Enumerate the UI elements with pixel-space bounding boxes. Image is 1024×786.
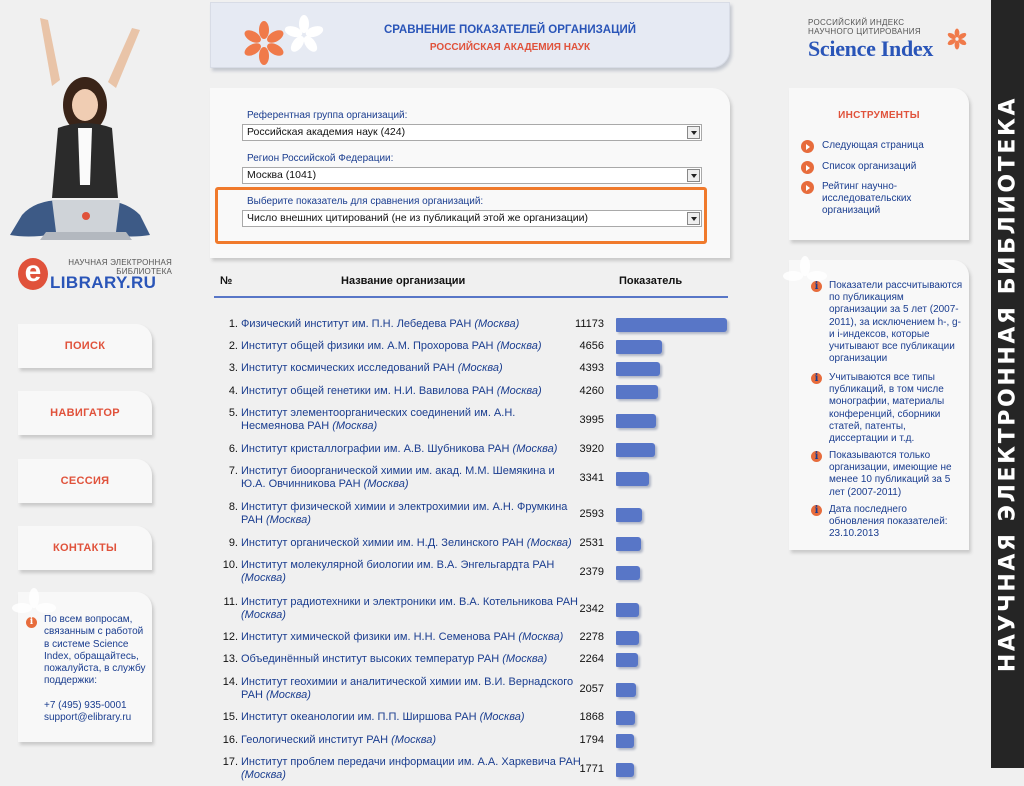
table-row <box>214 537 728 553</box>
tool-next-page[interactable] <box>801 140 961 153</box>
column-organization-name: Название организации <box>341 275 466 287</box>
table-row <box>214 734 728 750</box>
arrow-right-icon <box>801 140 814 153</box>
table-row <box>214 676 728 706</box>
organization-name-link[interactable] <box>241 501 581 527</box>
organization-city: (Москва) <box>241 769 286 781</box>
nav-contacts-button[interactable]: КОНТАКТЫ <box>18 526 152 570</box>
organization-city: (Москва) <box>496 340 542 352</box>
row-number: 6. <box>228 443 238 455</box>
indicator-value: 4260 <box>579 385 604 397</box>
organization-city: (Москва) <box>479 711 525 723</box>
row-number: 16. <box>222 734 238 746</box>
row-number: 3. <box>228 362 238 374</box>
organization-name-link[interactable] <box>241 340 581 353</box>
organization-city: (Москва) <box>457 362 503 374</box>
science-index-logo[interactable] <box>808 18 978 68</box>
info-icon: i <box>811 373 822 384</box>
organization-name-link[interactable] <box>241 756 581 782</box>
indicator-value: 2264 <box>579 653 604 665</box>
science-index-line2: НАУЧНОГО ЦИТИРОВАНИЯ <box>808 27 921 36</box>
dropdown-arrow-icon[interactable] <box>687 169 700 182</box>
note-text: Показатели рассчитываются по публикациям организации за 5 лет (2007-2011), за исключением h-, g- и i-индексов, которые учитывают все публикации организации <box>829 280 963 365</box>
info-icon: i <box>26 615 37 628</box>
row-number: 12. <box>222 631 238 643</box>
indicator-value: 2379 <box>579 566 604 578</box>
organization-name-link[interactable] <box>241 407 581 433</box>
metric-select-value: Число внешних цитирований (не из публикаций этой же организации) <box>247 212 589 224</box>
organization-name: Институт физической химии и электрохимии им. А.Н. Фрумкина РАН <box>241 501 568 526</box>
organization-city: (Москва) <box>474 318 520 330</box>
table-row <box>214 318 728 334</box>
indicator-bar <box>616 362 660 376</box>
indicator-bar <box>616 443 655 457</box>
organization-name-link[interactable] <box>241 676 581 702</box>
page-subtitle: РОССИЙСКАЯ АКАДЕМИЯ НАУК <box>429 42 591 53</box>
organization-city: (Москва) <box>363 478 409 490</box>
vertical-banner <box>991 0 1024 768</box>
indicator-value: 11173 <box>575 318 604 330</box>
row-number: 11. <box>223 596 238 608</box>
info-icon: i <box>811 451 822 462</box>
table-row <box>214 711 728 727</box>
support-contact-box <box>18 592 152 742</box>
table-row <box>214 501 728 531</box>
organization-name-link[interactable] <box>241 711 581 724</box>
asterisk-icon <box>946 28 968 50</box>
support-text: По всем вопросам, связанным с работой в системе Science Index, обращайтесь, пожалуйста, в службу поддержки: <box>44 614 146 687</box>
indicator-value: 1794 <box>579 734 604 746</box>
note-text: Дата последнего обновления показателей: 23.10.2013 <box>829 504 948 540</box>
row-number: 10. <box>222 559 238 571</box>
organization-city: (Москва) <box>496 385 542 397</box>
table-row <box>214 385 728 401</box>
indicator-bar <box>616 566 640 580</box>
organization-name: Институт общей генетики им. Н.И. Вавилова РАН <box>241 385 494 397</box>
indicator-value: 2593 <box>579 508 604 520</box>
elibrary-logo-name: LIBRARY.RU <box>50 273 157 292</box>
table-row <box>214 559 728 589</box>
organization-city: (Москва) <box>241 609 286 621</box>
organization-city: (Москва) <box>391 734 437 746</box>
metric-label: Выберите показатель для сравнения организаций: <box>247 196 484 207</box>
support-phone: +7 (495) 935-0001 <box>44 699 127 711</box>
organization-city: (Москва) <box>332 420 378 432</box>
organization-name-link[interactable] <box>241 559 581 585</box>
organization-name: Институт биоорганической химии им. акад. М.М. Шемякина и Ю.А. Овчинникова РАН <box>241 465 555 490</box>
organization-name-link[interactable] <box>241 596 581 622</box>
group-select[interactable] <box>242 124 702 141</box>
organization-name-link[interactable] <box>241 653 581 666</box>
row-number: 9. <box>228 537 238 549</box>
organization-name: Институт океанологии им. П.П. Ширшова РАН <box>241 711 477 723</box>
row-number: 7. <box>228 465 238 477</box>
organization-name: Институт радиотехники и электроники им. В.А. Котельникова РАН <box>241 596 578 608</box>
table-row <box>214 756 728 786</box>
organization-name: Институт космических исследований РАН <box>241 362 455 374</box>
organization-name-link[interactable] <box>241 385 581 398</box>
table-row <box>214 340 728 356</box>
column-number: № <box>220 275 233 287</box>
region-select[interactable] <box>242 167 702 184</box>
organization-name-link[interactable] <box>241 631 581 644</box>
region-select-value: Москва (1041) <box>247 169 317 181</box>
indicator-bar <box>616 711 635 725</box>
indicator-bar <box>616 734 634 748</box>
arrow-right-icon <box>801 181 814 194</box>
organization-name-link[interactable] <box>241 318 581 331</box>
page-header <box>210 2 730 68</box>
indicator-value: 1771 <box>579 763 604 775</box>
dropdown-arrow-icon[interactable] <box>687 126 700 139</box>
science-index-name: Science Index <box>808 36 934 61</box>
organization-city: (Москва) <box>241 572 286 584</box>
support-email[interactable]: support@elibrary.ru <box>44 712 132 724</box>
indicator-bar <box>616 385 658 399</box>
indicator-bar <box>616 472 649 486</box>
table-row <box>214 443 728 459</box>
indicator-bar <box>616 683 636 697</box>
tools-panel <box>789 88 969 240</box>
indicator-value: 4656 <box>579 340 604 352</box>
region-label: Регион Российской Федерации: <box>247 153 394 164</box>
nav-search-button[interactable]: ПОИСК <box>18 324 152 368</box>
organization-city: (Москва) <box>265 514 311 526</box>
organization-name-link[interactable] <box>241 362 581 375</box>
organization-name-link[interactable] <box>241 537 581 550</box>
indicator-value: 1868 <box>579 711 604 723</box>
indicator-value: 3995 <box>579 414 604 426</box>
indicator-bar <box>616 318 727 332</box>
nav-navigator-button[interactable]: НАВИГАТОР <box>18 391 152 435</box>
elibrary-logo-caption: НАУЧНАЯ ЭЛЕКТРОННАЯ БИБЛИОТЕКА <box>68 258 172 276</box>
table-row <box>214 407 728 437</box>
table-row <box>214 596 728 626</box>
indicator-value: 2057 <box>579 683 604 695</box>
person-with-laptop-illustration <box>0 10 160 245</box>
group-select-value: Российская академия наук (424) <box>247 126 406 138</box>
row-number: 5. <box>228 407 238 419</box>
row-number: 13. <box>222 653 238 665</box>
table-row <box>214 631 728 647</box>
indicator-value: 3920 <box>579 443 604 455</box>
note-text: Учитываются все типы публикаций, в том числе монографии, материалы конференций, сборники статей, патенты, диссертации и т.д. <box>829 372 945 445</box>
indicator-value: 2531 <box>579 537 604 549</box>
indicator-bar <box>616 414 656 428</box>
table-row <box>214 362 728 378</box>
notes-panel <box>789 260 969 550</box>
organization-name-link[interactable] <box>241 465 581 491</box>
organization-name-link[interactable] <box>241 734 581 747</box>
organization-city: (Москва) <box>518 631 564 643</box>
organization-name: Институт кристаллографии им. А.В. Шубникова РАН <box>241 443 510 455</box>
row-number: 4. <box>228 385 238 397</box>
organization-name: Институт органической химии им. Н.Д. Зелинского РАН <box>241 537 524 549</box>
organization-name: Институт химической физики им. Н.Н. Семенова РАН <box>241 631 516 643</box>
row-number: 17. <box>222 756 238 768</box>
tool-research-rating[interactable] <box>801 181 961 217</box>
indicator-bar <box>616 340 662 354</box>
row-number: 15. <box>222 711 238 723</box>
indicator-value: 2342 <box>579 603 604 615</box>
nav-session-button[interactable]: СЕССИЯ <box>18 459 152 503</box>
page-title: СРАВНЕНИЕ ПОКАЗАТЕЛЕЙ ОРГАНИЗАЦИЙ <box>383 24 637 36</box>
column-indicator: Показатель <box>619 275 683 287</box>
science-index-line1: РОССИЙСКИЙ ИНДЕКС <box>808 18 905 27</box>
tool-research-rating-label: Рейтинг научно-исследовательских организаций <box>822 181 912 216</box>
highlight-outline <box>215 187 707 244</box>
organization-name: Институт молекулярной биологии им. В.А. Энгельгардта РАН <box>241 559 555 571</box>
row-number: 8. <box>228 501 238 513</box>
organization-city: (Москва) <box>265 689 311 701</box>
indicator-bar <box>616 631 639 645</box>
organization-name: Институт проблем передачи информации им. А.А. Харкевича РАН <box>241 756 581 768</box>
note-item <box>804 372 964 445</box>
tool-organization-list[interactable] <box>801 161 961 174</box>
indicator-bar <box>616 508 642 522</box>
tool-next-page-label: Следующая страница <box>822 140 924 151</box>
organization-name: Институт общей физики им. А.М. Прохорова РАН <box>241 340 494 352</box>
organization-city: (Москва) <box>526 537 572 549</box>
info-icon: i <box>811 281 822 292</box>
organization-name: Институт элементоорганических соединений им. А.Н. Несмеянова РАН <box>241 407 516 432</box>
indicator-bar <box>616 603 639 617</box>
table-row <box>214 653 728 669</box>
note-item <box>804 504 964 541</box>
organization-name: Физический институт им. П.Н. Лебедева РАН <box>241 318 472 330</box>
row-number: 2. <box>228 340 238 352</box>
indicator-value: 3341 <box>579 472 604 484</box>
organization-name: Объединённый институт высоких температур РАН <box>241 653 500 665</box>
note-text: Показываются только организации, имеющие не менее 10 публикаций за 5 лет (2007-2011) <box>829 450 952 498</box>
banner-text: НАУЧНАЯ ЭЛЕКТРОННАЯ БИБЛИОТЕКА <box>995 95 1020 673</box>
indicator-value: 2278 <box>579 631 604 643</box>
group-label: Референтная группа организаций: <box>247 110 408 121</box>
row-number: 1. <box>228 318 238 330</box>
organization-name: Геологический институт РАН <box>241 734 389 746</box>
tool-organization-list-label: Список организаций <box>822 161 917 172</box>
indicator-bar <box>616 537 641 551</box>
note-item <box>804 280 964 365</box>
tools-title: ИНСТРУМЕНТЫ <box>838 110 920 121</box>
elibrary-logo[interactable] <box>18 255 172 296</box>
organization-name: Институт геохимии и аналитической химии им. В.И. Вернадского РАН <box>241 676 574 701</box>
organization-city: (Москва) <box>512 443 558 455</box>
table-row <box>214 465 728 495</box>
indicator-value: 4393 <box>579 362 604 374</box>
info-icon: i <box>811 505 822 516</box>
elibrary-logo-letter: e <box>18 258 48 290</box>
note-item <box>804 450 964 499</box>
indicator-bar <box>616 763 634 777</box>
organization-city: (Москва) <box>502 653 548 665</box>
indicator-bar <box>616 653 638 667</box>
row-number: 14. <box>222 676 238 688</box>
table-header <box>214 270 728 298</box>
organization-name-link[interactable] <box>241 443 581 456</box>
arrow-right-icon <box>801 161 814 174</box>
